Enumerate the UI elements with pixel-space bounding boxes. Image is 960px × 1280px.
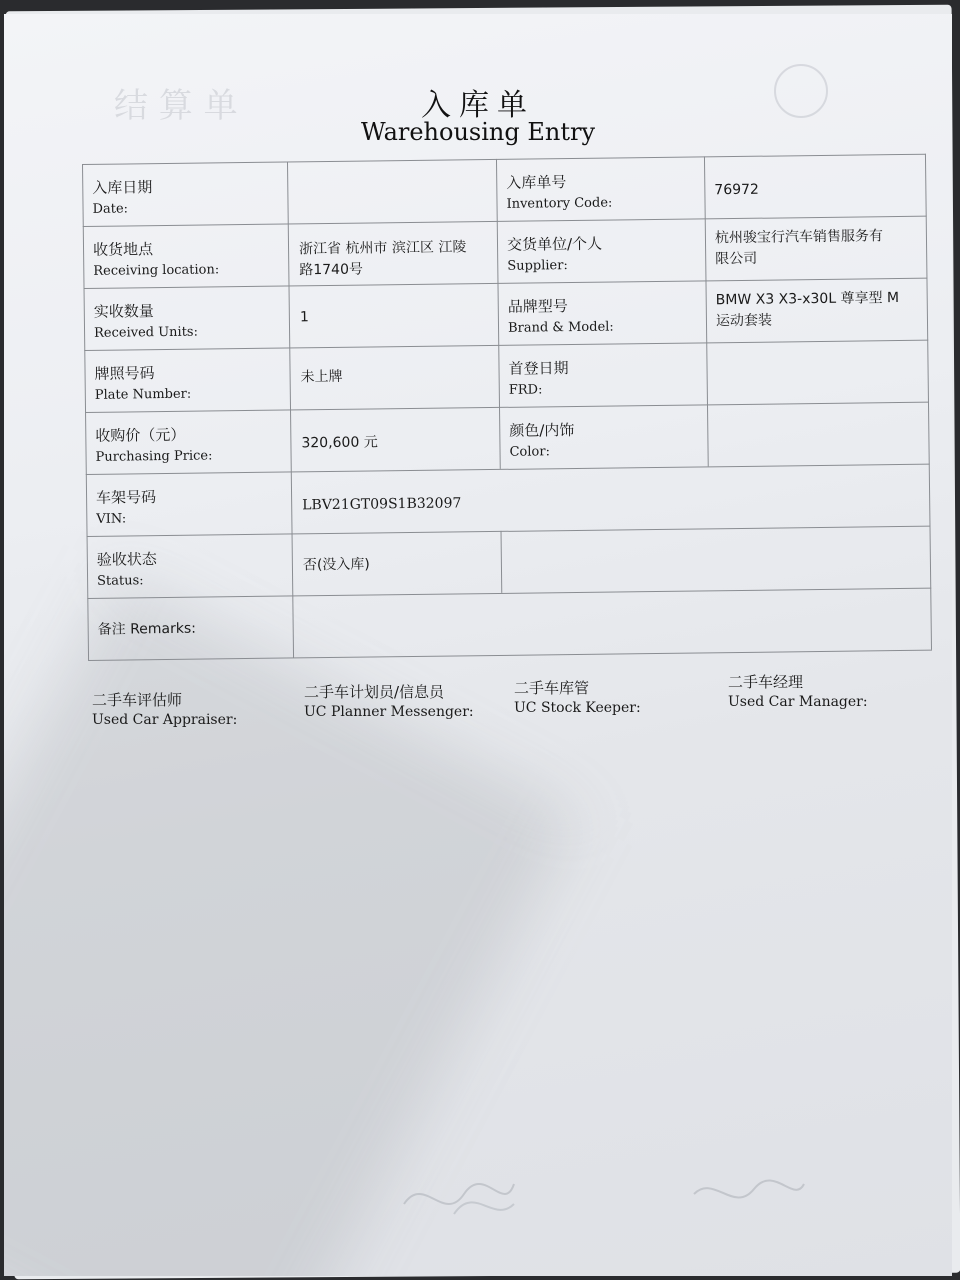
brand-model-label: 品牌型号 Brand & Model:	[507, 297, 614, 336]
document-sheet	[4, 14, 952, 1276]
purchasing-price-value: 320,600 元	[301, 434, 378, 452]
color-label: 颜色/内饰 Color:	[509, 421, 575, 460]
signature-stock-keeper: 二手车库管 UC Stock Keeper:	[514, 679, 641, 716]
inventory-code-value: 76972	[714, 181, 760, 199]
title-english: Warehousing Entry	[360, 118, 596, 146]
plate-number-label: 牌照号码 Plate Number:	[94, 364, 192, 403]
status-label: 验收状态 Status:	[96, 550, 157, 589]
received-units-value: 1	[299, 309, 309, 326]
signature-appraiser: 二手车评估师 Used Car Appraiser:	[92, 691, 238, 728]
supplier-value: 杭州骏宝行汽车销售服务有 限公司	[714, 228, 884, 268]
receiving-location-value: 浙江省 杭州市 滨江区 江陵 路1740号	[298, 239, 467, 279]
receiving-location-label: 收货地点 Receiving location:	[92, 240, 220, 279]
bleed-through-text: 结 算 单	[114, 86, 238, 126]
status-value: 否(没入库)	[302, 556, 370, 574]
signature-manager: 二手车经理 Used Car Manager:	[728, 673, 868, 710]
entry-form-table	[82, 154, 932, 669]
supplier-label: 交货单位/个人 Supplier:	[506, 234, 603, 274]
plate-number-value: 未上牌	[300, 368, 343, 386]
received-units-label: 实收数量 Received Units:	[93, 302, 199, 341]
vin-label: 车架号码 VIN:	[95, 488, 157, 527]
handwriting-bleed-through-icon	[394, 1164, 814, 1244]
signature-planner: 二手车计划员/信息员 UC Planner Messenger:	[304, 683, 474, 720]
vin-value: LBV21GT09S1B32097	[302, 495, 462, 514]
remarks-label: 备注 Remarks:	[97, 620, 197, 638]
inventory-code-label: 入库单号 Inventory Code:	[506, 173, 613, 212]
purchasing-price-label: 收购价（元） Purchasing Price:	[95, 425, 213, 465]
brand-model-value: BMW X3 X3-x30L 尊享型 M 运动套装	[715, 290, 900, 330]
title-chinese: 入库单	[421, 88, 535, 123]
frd-label: 首登日期 FRD:	[508, 359, 569, 398]
date-label: 入库日期 Date:	[92, 178, 153, 217]
